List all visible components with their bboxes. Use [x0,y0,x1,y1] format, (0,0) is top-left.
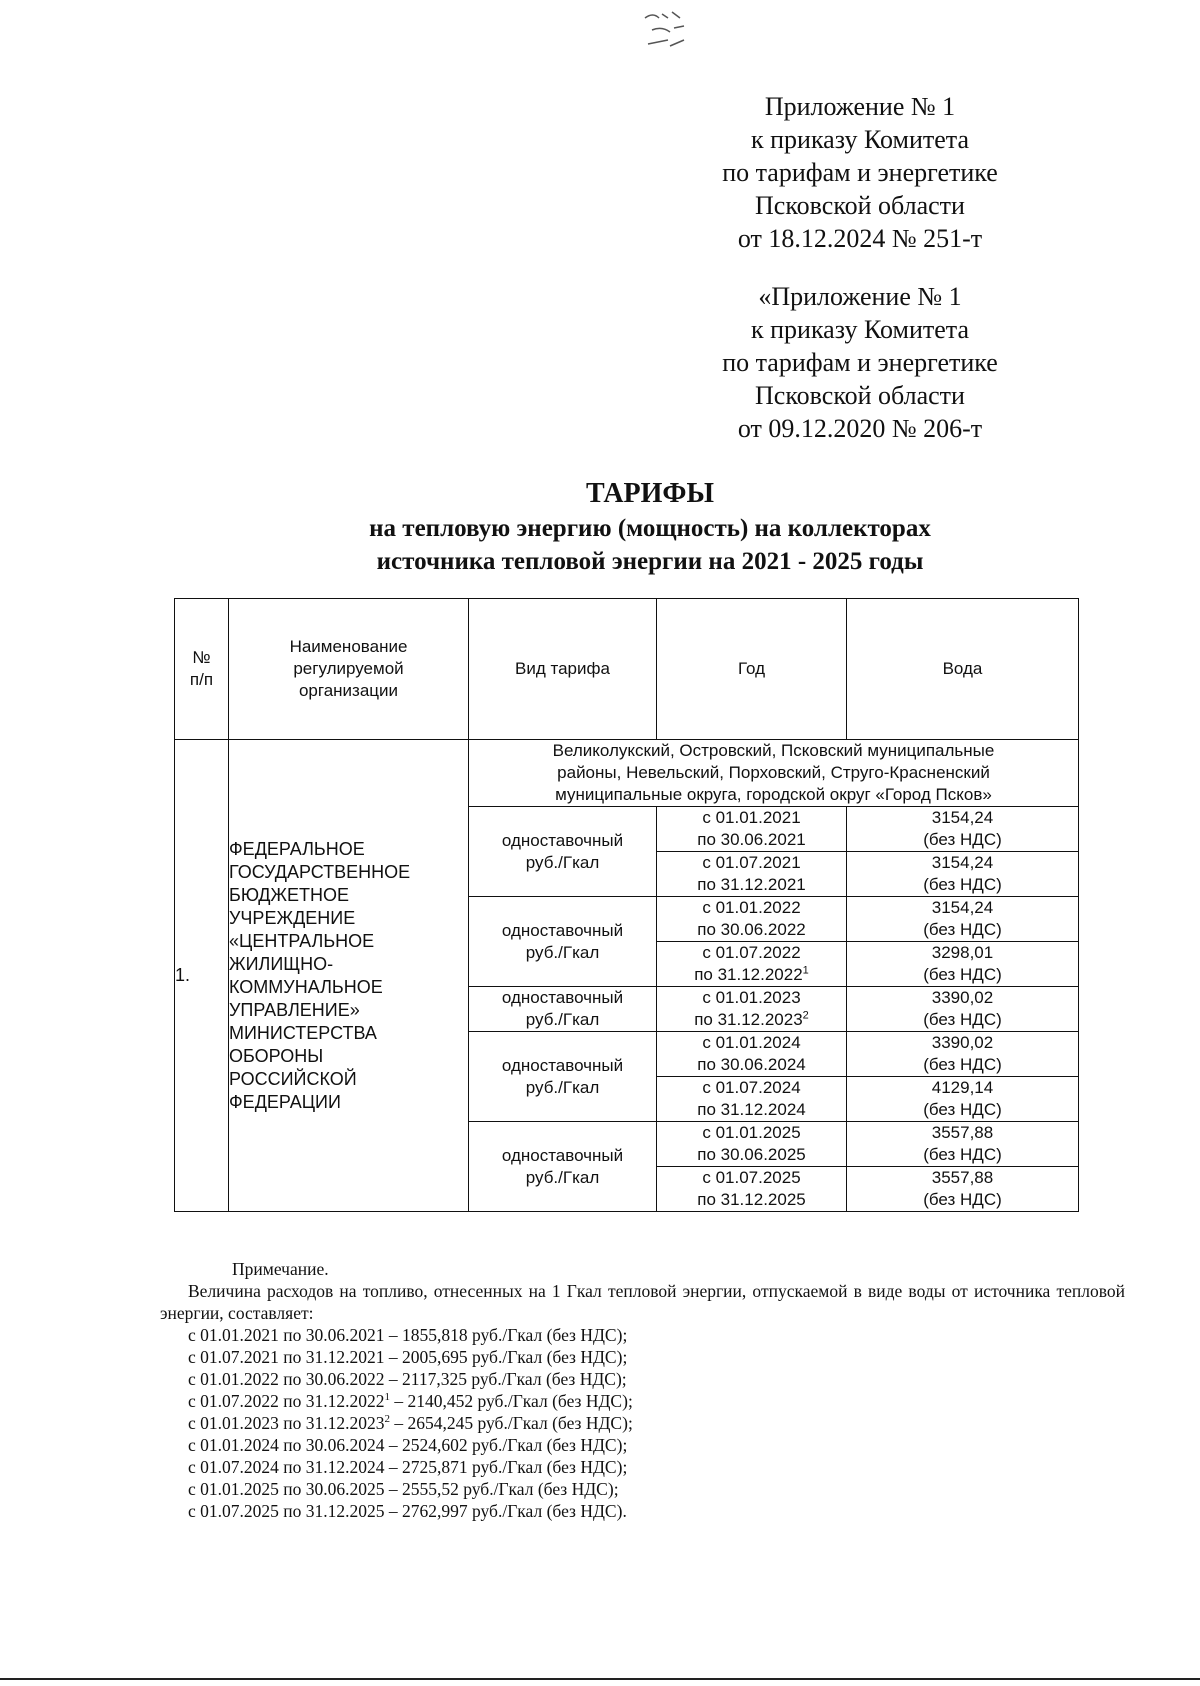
note-period: с 01.07.2025 по 31.12.2025 [188,1501,385,1521]
footnote-mark: 1 [802,964,809,977]
water-tariff-cell: 3154,24 (без НДС) [847,897,1079,942]
note-dash: – [384,1435,403,1455]
table-header-row [175,599,1079,740]
note-end: ; [622,1435,628,1455]
water-tariff-cell: 3557,88 (без НДС) [847,1167,1079,1212]
tariff-kind-cell: одноставочный руб./Гкал [469,987,657,1032]
tariff-kind-cell: одноставочный руб./Гкал [469,807,657,897]
note-value: 1855,818 [402,1325,468,1345]
period-cell: с 01.01.2021 по 30.06.2021 [657,807,847,852]
title-main: ТАРИФЫ [586,478,714,509]
note-value: 2654,245 [407,1413,474,1433]
note-unit: руб./Гкал (без НДС) [477,1413,628,1433]
row-number: 1. [175,740,229,1212]
appendix-line: от 18.12.2024 № 251-т [737,224,983,253]
appendix-line: по тарифам и энергетике [722,158,998,187]
title-subtitle: на тепловую энергию (мощность) на коллекторах [369,515,931,542]
note-period: с 01.01.2022 по 30.06.2022 [188,1369,385,1389]
note-dash: – [384,1369,403,1389]
footnote-mark: 2 [802,1009,809,1022]
header-year: Год [657,599,847,740]
note-period: с 01.07.2022 по 31.12.2022 [188,1391,385,1411]
water-tariff-cell: 4129,14 (без НДС) [847,1077,1079,1122]
page-bottom-rule [0,1678,1200,1680]
header-tariff-kind: Вид тарифа [469,599,657,740]
scan-stamp-mark-icon [640,6,700,56]
list-item [160,1478,1125,1500]
note-period: с 01.07.2024 по 31.12.2024 [188,1457,385,1477]
note-dash: – [384,1501,403,1521]
note-value: 2117,325 [402,1369,467,1389]
note-value: 2762,997 [402,1501,468,1521]
period-cell: с 01.07.2025 по 31.12.2025 [657,1167,847,1212]
appendix-line: Приложение № 1 [764,92,956,121]
period-cell: с 01.01.2023 по 31.12.2023$^2$ [657,987,847,1032]
note-unit: руб./Гкал (без НДС) [471,1369,622,1389]
region-cell: Великолукский, Островский, Псковский муниципальные районы, Невельский, Порховский, Струго-Красненский муниципальные округа, городской округ «Город Псков» [469,740,1079,807]
list-item [160,1412,1125,1434]
document-title [150,476,1150,578]
note-dash: – [390,1413,408,1433]
water-tariff-cell: 3390,02 (без НДС) [847,987,1079,1032]
note-unit: руб./Гкал (без НДС) [472,1501,623,1521]
tariff-kind-cell: одноставочный руб./Гкал [469,897,657,987]
appendix-current-header [700,90,1020,255]
note-period: с 01.07.2021 по 31.12.2021 [188,1347,385,1367]
note-dash: – [384,1457,403,1477]
header-water: Вода [847,599,1079,740]
appendix-line: от 09.12.2020 № 206-т [737,414,983,443]
appendix-line: «Приложение № 1 [758,282,962,311]
note-unit: руб./Гкал (без НДС) [472,1435,623,1455]
note-dash: – [384,1347,403,1367]
table-row [175,740,1079,807]
period-cell: с 01.01.2024 по 30.06.2024 [657,1032,847,1077]
tariff-kind-cell: одноставочный руб./Гкал [469,1122,657,1212]
note-end: ; [627,1391,633,1411]
list-item [160,1500,1125,1522]
notes-intro: Величина расходов на топливо, отнесенных на 1 Гкал тепловой энергии, отпускаемой в виде воды от источника тепловой энергии, составляет: [160,1281,1125,1323]
tariff-table [174,598,1079,1212]
note-unit: руб./Гкал (без НДС) [463,1479,614,1499]
list-item [160,1346,1125,1368]
appendix-line: к приказу Комитета [750,125,969,154]
notes-heading: Примечание. [232,1259,329,1279]
note-end: ; [627,1413,633,1433]
appendix-line: Псковской области [755,381,965,410]
note-value: 2524,602 [402,1435,468,1455]
note-end: ; [622,1347,628,1367]
header-organization: Наименование регулируемой организации [229,599,469,740]
tariff-kind-cell: одноставочный руб./Гкал [469,1032,657,1122]
organization-name: ФЕДЕРАЛЬНОЕ ГОСУДАРСТВЕННОЕ БЮДЖЕТНОЕ УЧРЕЖДЕНИЕ «ЦЕНТРАЛЬНОЕ ЖИЛИЩНО- КОММУНАЛЬНОЕ УПРАВЛЕНИЕ» МИНИСТЕРСТВА ОБОРОНЫ РОССИЙСКОЙ ФЕДЕРАЦИИ [229,740,469,1212]
footnote-mark: 1 [384,1391,391,1404]
note-end: ; [622,1457,628,1477]
water-tariff-cell: 3154,24 (без НДС) [847,807,1079,852]
note-end: . [622,1501,627,1521]
note-end: ; [613,1479,619,1499]
note-dash: – [384,1325,403,1345]
note-end: ; [621,1369,627,1389]
note-unit: руб./Гкал (без НДС) [477,1391,628,1411]
water-tariff-cell: 3154,24 (без НДС) [847,852,1079,897]
water-tariff-cell: 3298,01 (без НДС) [847,942,1079,987]
note-unit: руб./Гкал (без НДС) [472,1457,623,1477]
note-value: 2005,695 [402,1347,468,1367]
footnote-mark: 2 [384,1413,391,1426]
notes-list [160,1324,1125,1522]
note-period: с 01.01.2023 по 31.12.2023 [188,1413,385,1433]
note-period: с 01.01.2021 по 30.06.2021 [188,1325,385,1345]
note-end: ; [622,1325,628,1345]
list-item [160,1434,1125,1456]
water-tariff-cell: 3390,02 (без НДС) [847,1032,1079,1077]
list-item [160,1324,1125,1346]
note-unit: руб./Гкал (без НДС) [472,1347,623,1367]
period-cell: с 01.07.2022 по 31.12.2022$^1$ [657,942,847,987]
note-period: с 01.01.2025 по 30.06.2025 [188,1479,385,1499]
note-dash: – [384,1479,403,1499]
title-subtitle: источника тепловой энергии на 2021 - 2025 годы [376,548,924,575]
appendix-line: по тарифам и энергетике [722,348,998,377]
header-number: № п/п [175,599,229,740]
note-value: 2140,452 [407,1391,474,1411]
period-cell: с 01.01.2022 по 30.06.2022 [657,897,847,942]
note-period: с 01.01.2024 по 30.06.2024 [188,1435,385,1455]
list-item [160,1390,1125,1412]
period-cell: с 01.07.2024 по 31.12.2024 [657,1077,847,1122]
notes-section [160,1258,1125,1522]
note-dash: – [390,1391,408,1411]
water-tariff-cell: 3557,88 (без НДС) [847,1122,1079,1167]
list-item [160,1368,1125,1390]
appendix-line: к приказу Комитета [750,315,969,344]
note-unit: руб./Гкал (без НДС) [472,1325,623,1345]
period-cell: с 01.07.2021 по 31.12.2021 [657,852,847,897]
appendix-line: Псковской области [755,191,965,220]
note-value: 2555,52 [402,1479,459,1499]
appendix-original-header [700,280,1020,445]
note-value: 2725,871 [402,1457,468,1477]
period-cell: с 01.01.2025 по 30.06.2025 [657,1122,847,1167]
list-item [160,1456,1125,1478]
